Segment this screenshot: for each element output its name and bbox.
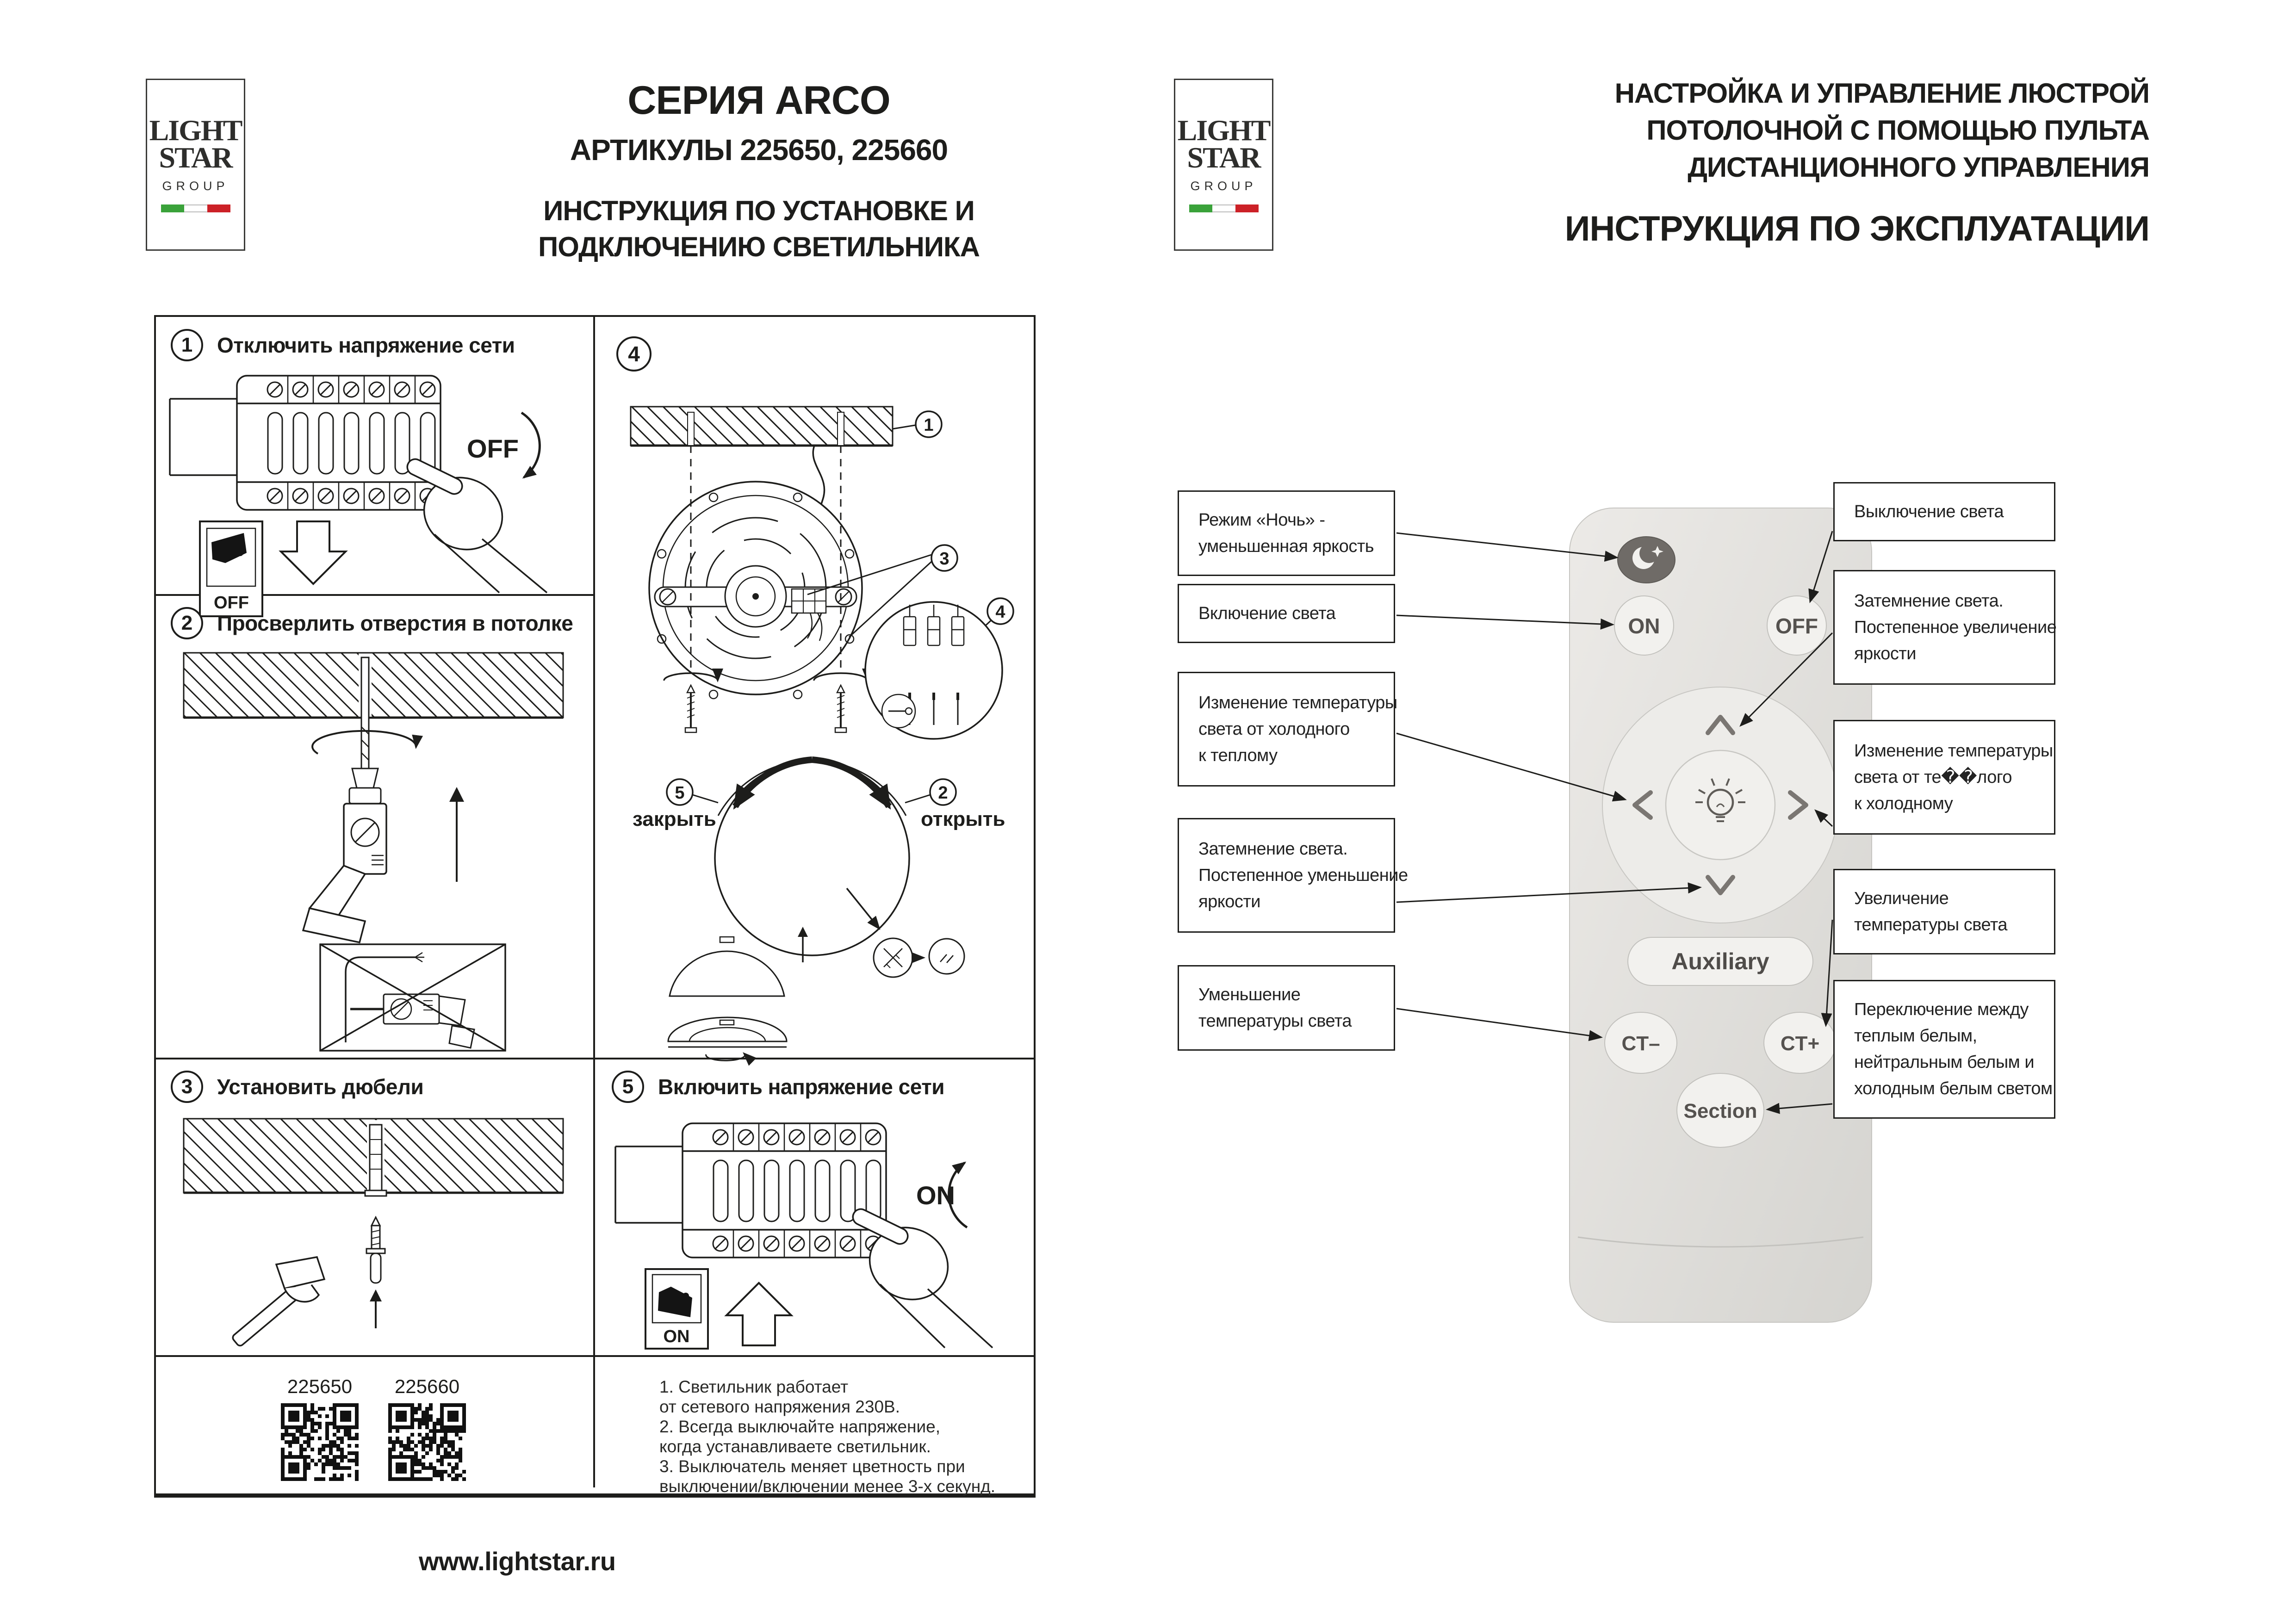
callout-temp-decrease: Уменьшение температуры света: [1178, 965, 1395, 1051]
step3-title: Установить дюбели: [217, 1075, 424, 1099]
step2-title: Просверлить отверстия в потолке: [217, 611, 573, 635]
turn-off-arrow: [521, 413, 540, 477]
circuit-breaker-icon: [615, 1123, 886, 1258]
callout-2: [905, 779, 956, 805]
step3-illustration: [156, 1112, 593, 1353]
callout-temp-cold-to-warm: Изменение температуры света от холодного к теплому: [1178, 672, 1395, 787]
operation-header-line1: НАСТРОЙКА И УПРАВЛЕНИЕ ЛЮСТРОЙ: [1614, 78, 2149, 109]
callout-temp-increase: Увеличение температуры света: [1833, 869, 2055, 954]
logo-star: STAR: [159, 141, 232, 174]
step1-title: Отключить напряжение сети: [217, 333, 515, 357]
right-header: [1407, 75, 2149, 249]
logo-group: GROUP: [162, 179, 229, 193]
svg-text:CT+: CT+: [1780, 1032, 1820, 1055]
on-button: [1614, 596, 1674, 655]
step5-header: [612, 1071, 944, 1103]
diffuser-icon: [715, 760, 909, 955]
svg-text:4: 4: [628, 342, 640, 366]
step4-illustration: [597, 317, 1034, 1058]
callout-night-mode: Режим «Ночь» - уменьшенная яркость: [1178, 490, 1395, 576]
svg-text:Section: Section: [1683, 1100, 1757, 1122]
switch-on-label: ON: [663, 1327, 690, 1346]
step5-number: 5: [612, 1071, 644, 1103]
callout-dim-decrease: Затемнение света. Постепенное уменьшение яркости: [1178, 818, 1395, 933]
off-button: [1767, 596, 1826, 655]
row-divider: [156, 1058, 1034, 1059]
article-number-2: 225660: [394, 1375, 460, 1397]
lamp-side-view-2: [668, 1017, 787, 1047]
breaker-on-label: ON: [916, 1181, 955, 1210]
night-mode-button: [1618, 537, 1675, 583]
step1-illustration: [156, 369, 593, 613]
section-button: [1677, 1073, 1764, 1147]
wire-connectors-inset: [865, 602, 1002, 739]
svg-text:OFF: OFF: [1775, 614, 1818, 638]
step4-number: [617, 337, 651, 371]
down-arrow-icon: [281, 521, 346, 584]
lightstar-logo-right: LIGHT STAR GROUP: [1174, 79, 1273, 251]
remote-control-photo: [1567, 505, 1874, 1325]
callout-dim-increase: Затемнение света. Постепенное увеличение яркости: [1833, 570, 2055, 685]
auxiliary-button: [1628, 937, 1813, 985]
hand-icon: [850, 1207, 993, 1348]
operation-header-line2: ПОТОЛОЧНОЙ С ПОМОЩЬЮ ПУЛЬТА: [1646, 114, 2149, 146]
step2-header: [171, 607, 573, 639]
wall-switch-off-icon: [200, 521, 262, 616]
step1-number: 1: [171, 329, 203, 361]
callout-light-on: Включение света: [1178, 584, 1395, 643]
operation-title: ИНСТРУКЦИЯ ПО ЭКСПЛУАТАЦИИ: [1564, 209, 2149, 249]
install-title-line2: ПОДКЛЮЧЕНИЮ СВЕТИЛЬНИКА: [538, 231, 980, 262]
up-arrow-icon: [726, 1283, 791, 1345]
close-label: закрыть: [633, 808, 716, 830]
step5-illustration: [597, 1112, 1034, 1353]
rotate-arrow: [706, 1053, 745, 1060]
dowel-icon: [366, 1217, 385, 1283]
wall-switch-on-icon: [645, 1269, 708, 1349]
svg-text:ON: ON: [1628, 614, 1660, 638]
italian-flag-icon: [161, 204, 230, 212]
ceiling-hatch: [631, 407, 893, 446]
left-header: [463, 78, 1055, 265]
qr-code-225650: [281, 1403, 359, 1481]
step2-number: 2: [171, 607, 203, 639]
lamp-side-view-1: [670, 937, 784, 996]
ct-plus-button: [1764, 1012, 1836, 1073]
breaker-off-label: OFF: [467, 434, 519, 463]
up-arrow-icon: [370, 1289, 382, 1328]
no-drill-warning-icon: [320, 944, 505, 1051]
open-label: открыть: [921, 808, 1005, 830]
svg-text:CT–: CT–: [1621, 1032, 1660, 1055]
series-title: СЕРИЯ ARCO: [627, 78, 890, 123]
articles: АРТИКУЛЫ 225650, 225660: [570, 133, 948, 167]
svg-text:Auxiliary: Auxiliary: [1671, 948, 1769, 974]
safety-notes: 1. Светильник работает от сетевого напряжения 230В. 2. Всегда выключайте напряжение, когда устанавливаете светильник. 3. Выключатель меняет цветность при выключении/включении менее 3-х секунд.: [659, 1377, 996, 1496]
screw-icon: [814, 673, 868, 732]
callout-light-off: Выключение света: [1833, 482, 2055, 541]
column-divider: [593, 317, 595, 1487]
dpad: [1602, 687, 1838, 923]
step3-header: [171, 1071, 423, 1103]
mounting-plate-icon: [649, 482, 862, 699]
qr-code-225660: [388, 1403, 466, 1481]
switch-off-label: OFF: [214, 593, 249, 613]
article-number-1: 225650: [287, 1375, 353, 1397]
circuit-breaker-icon: [170, 376, 441, 510]
logo-light: LIGHT: [149, 114, 242, 147]
step3-number: 3: [171, 1071, 203, 1103]
callout-5: [667, 779, 718, 805]
callout-temp-warm-to-cold: Изменение температуры света от те��лого к холодному: [1833, 720, 2055, 835]
row-divider: [156, 1355, 1034, 1357]
step5-title: Включить напряжение сети: [658, 1075, 944, 1099]
install-title-line1: ИНСТРУКЦИЯ ПО УСТАНОВКЕ И: [543, 195, 974, 226]
svg-text:3: 3: [939, 549, 949, 569]
ceiling-hatch: [184, 653, 563, 718]
ct-minus-button: [1605, 1012, 1677, 1073]
callout-section-switch: Переключение между теплым белым, нейтральным белым и холодным белым светом: [1833, 980, 2055, 1119]
step2-illustration: [156, 648, 593, 1056]
operation-header-line3: ДИСТАНЦИОННОГО УПРАВЛЕНИЯ: [1688, 151, 2149, 183]
callout-4: [986, 598, 1013, 625]
svg-text:1: 1: [924, 415, 934, 435]
website-url: www.lightstar.ru: [419, 1547, 616, 1576]
svg-text:4: 4: [995, 602, 1005, 622]
step1-header: [171, 329, 515, 361]
up-arrow-icon: [449, 787, 464, 882]
svg-text:5: 5: [675, 783, 685, 803]
clip-detail-insets: [874, 938, 964, 977]
hammer-icon: [231, 1257, 324, 1347]
callout-1: [893, 411, 942, 437]
lightstar-logo-left: [146, 79, 245, 251]
installation-steps-table: [154, 315, 1036, 1498]
svg-text:2: 2: [938, 783, 948, 803]
italian-flag-icon: [1189, 204, 1259, 212]
